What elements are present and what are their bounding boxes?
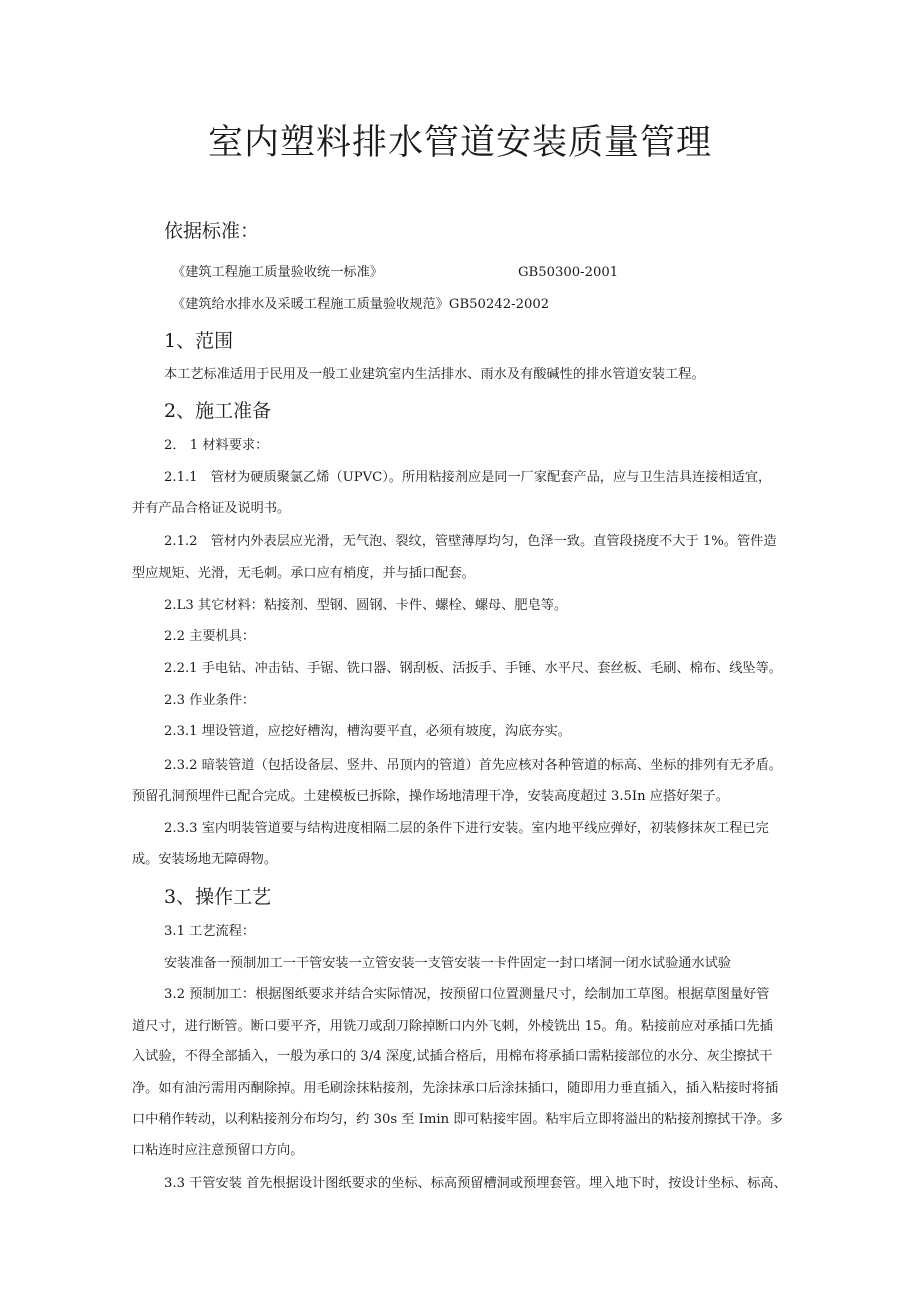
para-2-3-3-line1: 2.3.3 室内明装管道要与结构进度相隔二层的条件下进行安装。室内地平线应弹好，初装修抹灰工程已完 [164,821,769,836]
para-3-2-line2: 道尺寸，进行断管。断口要平齐，用铣刀或刮刀除掉断口内外飞刺，外棱铣出 15。角。粘接前应对承插口先插 [132,1019,773,1034]
para-2-2: 2.2 主要机具： [164,629,256,644]
section-2-heading: 2、施工准备 [164,400,272,422]
para-3-3: 3.3 干管安装 首先根据设计图纸要求的坐标、标高预留槽洞或预埋套管。埋入地下时，按设计坐标、标高、 [164,1176,787,1191]
standard-2-name: 《建筑给水排水及采暖工程施工质量验收规范》GB50242-2002 [172,297,550,312]
para-3-2-line5: 口中稍作转动，以利粘接剂分布均匀，约 30s 至 Imin 即可粘接牢固。粘牢后立即将溢出的粘接剂擦拭干净。多 [132,1112,783,1127]
para-3-2-line6: 口粘连时应注意预留口方向。 [132,1143,304,1158]
para-2-3-2-line2: 预留孔洞预埋件已配合完成。土建模板已拆除，操作场地清理干净，安装高度超过 3.5In 应搭好架子。 [132,789,729,804]
para-3-1-flow: 安装准备一预制加工一干管安装一立管安装一支管安装一卡件固定一封口堵洞一闭水试验通水试验 [164,956,732,971]
document-title: 室内塑料排水管道安装质量管理 [207,123,712,163]
section-1-text: 本工艺标准适用于民用及一般工业建筑室内生活排水、雨水及有酸碱性的排水管道安装工程。 [164,367,705,382]
standard-1-code: GB50300-2001 [518,265,619,280]
para-2-3-2-line1: 2.3.2 暗装管道（包括设备层、竖井、吊顶内的管道）首先应核对各种管道的标高、坐标的排列有无矛盾。 [164,758,782,773]
para-2-3: 2.3 作业条件： [164,693,256,708]
para-2-1-2-line2: 型应规矩、光滑，无毛刺。承口应有梢度，并与插口配套。 [132,566,475,581]
para-2-1-2-line1: 2.1.2 管材内外表层应光滑，无气泡、裂纹，管壁薄厚均匀，色泽一致。直管段挠度不大于 1%。管件造 [164,534,777,549]
para-2-3-1: 2.3.1 埋设管道，应挖好槽沟，槽沟要平直，必须有坡度，沟底夯实。 [164,724,571,739]
para-3-2-line1: 3.2 预制加工：根据图纸要求并结合实际情况，按预留口位置测量尺寸，绘制加工草图。根据草图量好管 [164,987,770,1002]
para-2-1-3: 2.L3 其它材料：粘接剂、型钢、圆钢、卡件、螺栓、螺母、肥皂等。 [164,598,568,613]
para-3-2-line4: 净。如有油污需用丙酮除掉。用毛刷涂抹粘接剂，先涂抹承口后涂抹插口，随即用力垂直插入，插入粘接时将插 [132,1081,779,1096]
para-2-2-1: 2.2.1 手电钻、冲击钻、手锯、铣口器、钢刮板、活扳手、手锤、水平尺、套丝板、毛刷、棉布、线坠等。 [164,661,782,676]
section-1-heading: 1、范围 [164,330,234,352]
para-3-2-line3: 入试验，不得全部插入，一般为承口的 3/4 深度,试插合格后，用棉布将承插口需粘接部位的水分、灰尘擦拭干 [132,1049,773,1064]
para-2-1-1-line2: 并有产品合格证及说明书。 [132,501,291,516]
section-3-heading: 3、操作工艺 [164,886,272,908]
para-2-1-1-line1: 2.1.1 管材为硬质聚氯乙烯（UPVC）。所用粘接剂应是同一厂家配套产品，应与卫生洁具连接相适宜， [164,470,772,485]
basis-heading: 依据标准： [164,220,260,242]
para-2-1: 2． 1 材料要求： [164,438,269,453]
para-2-3-3-line2: 成。安装场地无障碍物。 [132,852,278,867]
para-3-1: 3.1 工艺流程： [164,924,256,939]
standard-1-name: 《建筑工程施工质量验收统一标准》 [172,265,383,280]
